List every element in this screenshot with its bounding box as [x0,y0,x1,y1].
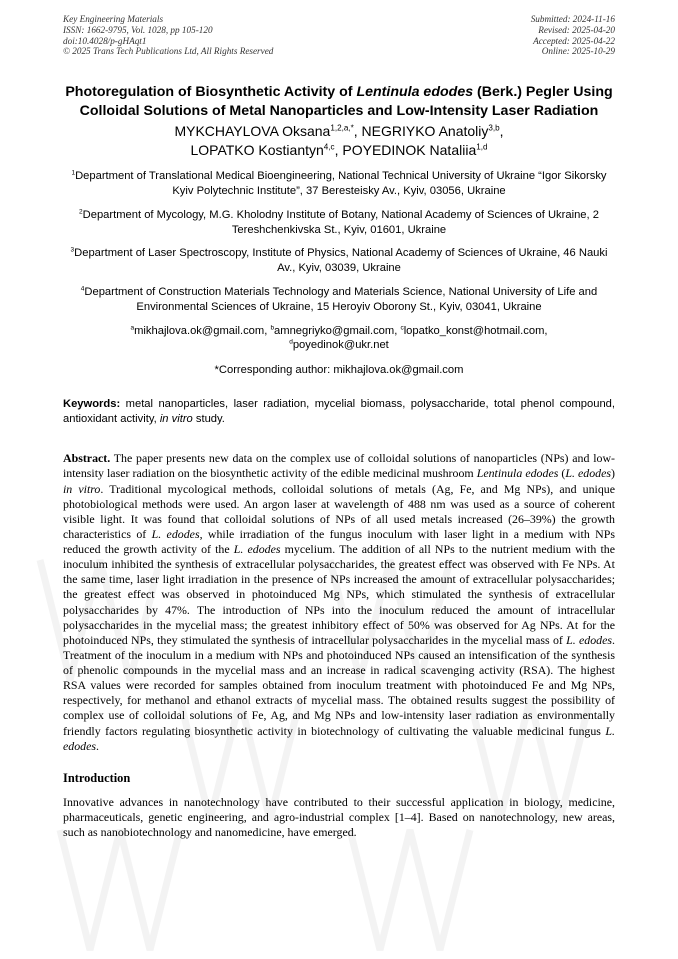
abstract-italic-run: L. edodes [566,632,613,647]
affiliation-sup: 4 [80,285,85,293]
abstract-text-run: The paper presents new data on the complex use of colloidal solutions of nanoparticles (NPs) and low-intensity laser radiation on the biosynthetic activity of the edible medicinal mushroom [63,451,615,481]
abstract-body [63,451,615,752]
author-emails [63,324,615,354]
journal-issn: ISSN: 1662-9795, Vol. 1028, pp 105-120 [63,24,213,35]
abstract-text-run: . Traditional mycological methods, colloidal solutions of metals (Ag, Fe, and Mg NPs), and unique photobiological methods were used. An argon laser at wavelength of 488 nm was used as a source of coherent visible light. It was found that colloidal solutions of NPs of all used metals increased (26–39%) the growth characteristics of [63,481,615,541]
affiliation-text: Department of Laser Spectroscopy, Institute of Physics, National Academy of Sciences of Ukraine, 46 Nauki Av., Kyiv, 03039, Ukraine [74,247,608,275]
date-revised: Revised: 2025-04-20 [538,24,615,35]
journal-header [63,14,615,57]
paper-title [63,83,615,121]
keywords-text: metal nanoparticles, laser radiation, mycelial biomass, polysaccharide, total phenol compound, antioxidant activity, [63,397,615,426]
affiliation-sup: 3 [70,246,75,254]
affiliation-3 [63,246,615,276]
author-sup: 1,d [476,142,488,152]
corresponding-author: *Corresponding author: mikhajlova.ok@gmail.com [214,364,464,377]
email-sup: a [130,324,135,332]
author-sup: 1,2,a,* [330,123,354,133]
keywords [63,397,615,427]
title-species: Lentinula edodes [356,84,474,101]
author-name: MYKCHAYLOVA Oksana [174,123,331,140]
affiliation-2 [63,208,615,238]
abstract-text-run: . Treatment of the inoculum in a medium with NPs and photoinduced NPs caused an intensification of the synthesis of phenolic compounds in the mycelial mass and an increase in radical scavenging activity (RSA). The highest RSA values were recorded for samples obtained from inoculum treatment with photoinduced Fe and Mg NPs, respectively, for methanol and ethanol extracts of mycelial mass. The obtained results suggest the possibility of complex use of colloidal solutions of Fe, Ag, and Mg NPs and low-intensity laser radiation as environmentally friendly factors regulating biosynthetic activity in biotechnology of cultivating the valuable medicinal fungus [63,632,615,738]
abstract-italic-run: L. edodes [233,542,281,557]
copyright: © 2025 Trans Tech Publications Ltd, All Rights Reserved [63,46,274,57]
journal-info [63,14,273,57]
abstract-text-run: , while irradiation of the fungus inoculum with laser light in a medium with NPs reduced the growth activity of the [63,526,615,557]
abstract-label: Abstract. [63,451,111,466]
abstract-italic-run: L. edodes [151,526,200,541]
abstract-text-run: . [96,738,100,753]
author-list [63,122,615,160]
date-accepted: Accepted: 2025-04-22 [533,35,615,46]
date-submitted: Submitted: 2024-11-16 [530,14,615,24]
abstract [63,451,615,754]
title-part-1: Photoregulation of Biosynthetic Activity of [65,84,357,101]
doi-link[interactable]: doi:10.4028/p-gHAqt1 [63,35,147,46]
abstract-italic-run: L. edodes [565,466,612,481]
paper-page [63,14,615,841]
introduction-heading: Introduction [63,770,131,785]
email-link[interactable]: mikhajlova.ok@gmail.com, [134,324,271,337]
journal-name: Key Engineering Materials [63,14,164,24]
date-online: Online: 2025-10-29 [541,46,615,57]
affiliation-1 [63,169,615,199]
email-sup: b [270,324,275,332]
author-name: POYEDINOK Nataliia [342,142,477,159]
abstract-italic-run: in vitro [63,481,101,496]
email-link[interactable]: poyedinok@ukr.net [292,339,389,352]
author-separator: , [499,123,504,140]
publication-dates [531,14,615,57]
keywords-italic: in vitro [159,413,193,426]
abstract-text-run: mycelium. The addition of all NPs to the nutrient medium with the inoculum inhibited the synthesis of extracellular polysaccharides, the greatest effect was observed with Fe NPs. At the same time, laser light irradiation in the presence of NPs increased the amount of extracellular polysaccharides; the greatest effect was observed in photoinduced Mg NPs, which stimulated the synthesis of extracellular polysaccharides by 47%. The introduction of NPs into the inoculum reduced the amount of intracellular polysaccharides in the mycelial mass; the greatest inhibitory effect of 50% was observed for Ag NPs. At for the photoinduced NPs, they stimulated the synthesis of intracellular polysaccharides in the mycelial mass of [63,542,615,647]
author-name: NEGRIYKO Anatoliy [361,123,489,140]
abstract-text-run: ( [558,466,566,481]
email-link[interactable]: lopatko_konst@hotmail.com, [403,324,548,337]
email-sup: d [289,338,293,346]
author-name: LOPATKO Kostiantyn [190,142,324,159]
author-separator: , [334,142,343,159]
author-sup: 3,b [488,123,500,133]
affiliation-sup: 1 [71,169,76,177]
affiliation-4 [63,285,615,315]
email-sup: c [400,324,404,332]
keywords-label: Keywords: [63,397,121,410]
author-sup: 4,c [323,142,335,152]
affiliation-text: Department of Mycology, M.G. Kholodny Institute of Botany, National Academy of Sciences of Ukraine, 2 Tereshchenkivska St., Kyiv, 01601, Ukraine [82,208,599,236]
abstract-italic-run: L. edodes [63,723,615,753]
affiliation-text: Department of Translational Medical Bioengineering, National Technical University of Ukraine “Igor Sikorsky Kyiv Polytechnic Institute”, 37 Beresteisky Av., Kyiv, 03056, Ukraine [75,170,607,197]
affiliation-text: Department of Construction Materials Technology and Materials Science, National University of Life and Environmental Sciences of Ukraine, 15 Heroyiv Oborony St., Kyiv, 03041, Ukraine [84,285,598,313]
author-separator: , [353,123,362,140]
abstract-text-run: ) [611,466,615,481]
email-link[interactable]: amnegriyko@gmail.com, [274,324,401,337]
keywords-end: study. [192,413,225,426]
title-part-2: (Berk.) Pegler Using Colloidal Solutions of Metal Nanoparticles and Low-Intensity Laser Radiation [79,84,613,120]
abstract-italic-run: Lentinula edodes [476,466,559,481]
introduction-text: Innovative advances in nanotechnology have contributed to their successful application in biology, medicine, pharmaceuticals, genetic engineering, and agro-industrial complex [1–4]. Based on nanotechnology, new areas, such as nanobiotechnology and nanomedicine, have emerged. [63,794,615,840]
affiliation-sup: 2 [79,208,83,216]
